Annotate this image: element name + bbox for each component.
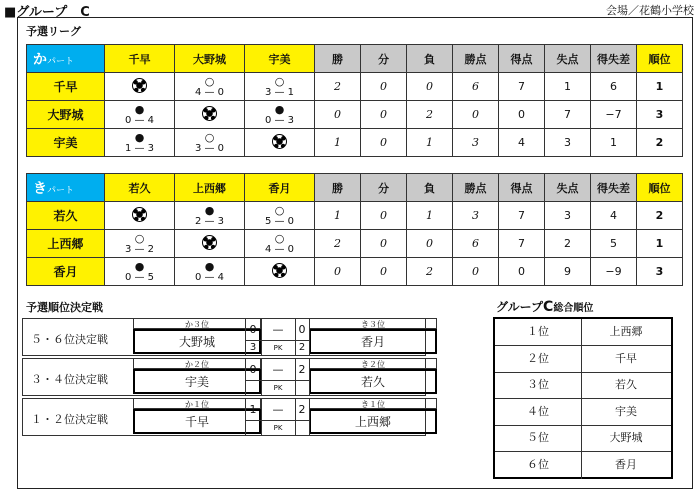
pk-label: PK bbox=[273, 344, 283, 352]
right-team-box bbox=[309, 398, 437, 436]
right-pk-score: 2 bbox=[298, 342, 306, 353]
divider bbox=[309, 319, 310, 355]
playoff-match bbox=[22, 358, 426, 396]
ranking-team: 若久 bbox=[615, 378, 637, 391]
soccer-ball-icon bbox=[105, 73, 175, 101]
left-pk-score: 3 bbox=[249, 342, 257, 353]
rank-value: 2 bbox=[637, 202, 683, 230]
stat-header: 得失差 bbox=[591, 174, 637, 202]
right-pk-score bbox=[295, 421, 309, 435]
soccer-ball-icon bbox=[105, 202, 175, 230]
right-seed-caption: き１位 bbox=[309, 398, 437, 409]
venue-label: 会場／花鶴小学校 bbox=[606, 4, 694, 17]
overall-ranking-table bbox=[493, 317, 673, 479]
right-team-box bbox=[309, 358, 437, 396]
playoff-match bbox=[22, 318, 426, 356]
win-mark-icon: ○ bbox=[274, 203, 285, 217]
match-result bbox=[105, 101, 175, 129]
team-row bbox=[27, 202, 683, 230]
stat-value: 0 bbox=[361, 202, 407, 230]
team-row bbox=[27, 129, 683, 157]
ranking-team: 宇美 bbox=[615, 404, 637, 418]
stat-value: 1 bbox=[315, 202, 361, 230]
left-pk-score bbox=[246, 421, 260, 435]
left-team-box bbox=[133, 358, 261, 396]
part-label: きパート bbox=[27, 174, 105, 202]
left-score: 0 bbox=[249, 323, 257, 336]
team-header: 香月 bbox=[245, 174, 315, 202]
score-dash: — bbox=[272, 323, 284, 336]
ranking-row bbox=[495, 399, 671, 426]
stat-value: 1 bbox=[591, 129, 637, 157]
stat-value: 3 bbox=[453, 202, 499, 230]
team-name: 若久 bbox=[27, 202, 105, 230]
match-result bbox=[245, 73, 315, 101]
ranking-position: ６位 bbox=[495, 452, 582, 479]
ranking-team: 千早 bbox=[615, 351, 637, 365]
stat-value: 0 bbox=[361, 73, 407, 101]
stat-value: 0 bbox=[315, 101, 361, 129]
stat-value: 3 bbox=[545, 129, 591, 157]
stat-value: 0 bbox=[499, 258, 545, 286]
stat-value: 0 bbox=[407, 73, 453, 101]
win-mark-icon: ○ bbox=[134, 231, 145, 245]
left-score: 1 bbox=[249, 403, 257, 416]
stat-header: 勝 bbox=[315, 45, 361, 73]
left-seed-caption: か１位 bbox=[133, 398, 261, 409]
stat-value: 1 bbox=[315, 129, 361, 157]
rank-value: 3 bbox=[637, 258, 683, 286]
stat-value: 0 bbox=[361, 230, 407, 258]
match-score: 0 — 3 bbox=[264, 114, 295, 126]
match-score: 1 — 3 bbox=[124, 142, 155, 154]
left-seed-caption: か３位 bbox=[133, 318, 261, 329]
league-table-1 bbox=[26, 173, 683, 286]
left-team-name: 千早 bbox=[133, 409, 261, 434]
stat-value: 0 bbox=[407, 230, 453, 258]
ranking-position: １位 bbox=[495, 319, 582, 345]
playoff-label: ３・４位決定戦 bbox=[31, 373, 108, 386]
match-result bbox=[175, 258, 245, 286]
right-team-box bbox=[309, 318, 437, 356]
team-header: 宇美 bbox=[245, 45, 315, 73]
ranking-row bbox=[495, 319, 671, 346]
right-team-name: 香月 bbox=[309, 329, 437, 354]
stat-value: 0 bbox=[499, 101, 545, 129]
stat-value: 0 bbox=[453, 101, 499, 129]
loss-mark-icon: ● bbox=[134, 259, 145, 273]
right-score: 2 bbox=[298, 363, 306, 376]
stat-header: 順位 bbox=[637, 174, 683, 202]
soccer-ball-icon bbox=[245, 129, 315, 157]
ranking-position: ４位 bbox=[495, 399, 582, 425]
win-mark-icon: ○ bbox=[274, 74, 285, 88]
right-team-name: 上西郷 bbox=[309, 409, 437, 434]
score-dash: — bbox=[272, 363, 284, 376]
ranking-title: グループC総合順位 bbox=[496, 299, 594, 315]
team-name: 宇美 bbox=[27, 129, 105, 157]
team-name: 千早 bbox=[27, 73, 105, 101]
stat-header: 失点 bbox=[545, 45, 591, 73]
stat-value: 2 bbox=[315, 73, 361, 101]
ranking-position: ５位 bbox=[495, 425, 582, 451]
left-score: 0 bbox=[249, 363, 257, 376]
stat-header: 得点 bbox=[499, 174, 545, 202]
stat-value: 0 bbox=[361, 258, 407, 286]
ranking-position: ３位 bbox=[495, 372, 582, 398]
stat-value: 6 bbox=[591, 73, 637, 101]
stat-value: 5 bbox=[591, 230, 637, 258]
stat-value: 1 bbox=[545, 73, 591, 101]
ranking-team: 上西郷 bbox=[609, 325, 643, 338]
playoff-title: 予選順位決定戦 bbox=[26, 301, 103, 314]
loss-mark-icon: ● bbox=[134, 102, 145, 116]
match-score: 4 — 0 bbox=[264, 243, 295, 255]
playoff-label: ５・６位決定戦 bbox=[31, 333, 108, 346]
stat-header: 順位 bbox=[637, 45, 683, 73]
match-result bbox=[175, 129, 245, 157]
ranking-row bbox=[495, 452, 671, 479]
right-team-name: 若久 bbox=[309, 369, 437, 394]
match-score: 2 — 3 bbox=[194, 215, 225, 227]
stat-value: 7 bbox=[545, 101, 591, 129]
stat-value: 7 bbox=[499, 230, 545, 258]
match-result bbox=[245, 202, 315, 230]
stat-value: 0 bbox=[315, 258, 361, 286]
win-mark-icon: ○ bbox=[204, 130, 215, 144]
stat-value: 3 bbox=[545, 202, 591, 230]
team-name: 大野城 bbox=[27, 101, 105, 129]
right-pk-score bbox=[295, 381, 309, 395]
stat-value: 6 bbox=[453, 73, 499, 101]
stat-header: 負 bbox=[407, 174, 453, 202]
stat-header: 負 bbox=[407, 45, 453, 73]
league-table-0 bbox=[26, 44, 683, 157]
ranking-row bbox=[495, 372, 671, 399]
team-header: 大野城 bbox=[175, 45, 245, 73]
win-mark-icon: ○ bbox=[204, 74, 215, 88]
soccer-ball-icon bbox=[175, 230, 245, 258]
team-row bbox=[27, 73, 683, 101]
loss-mark-icon: ● bbox=[204, 259, 215, 273]
match-result bbox=[245, 230, 315, 258]
right-seed-caption: き３位 bbox=[309, 318, 437, 329]
group-title: ■グループ C bbox=[4, 5, 90, 20]
loss-mark-icon: ● bbox=[204, 203, 215, 217]
match-score: 3 — 1 bbox=[264, 86, 295, 98]
stat-value: 7 bbox=[499, 73, 545, 101]
loss-mark-icon: ● bbox=[274, 102, 285, 116]
stat-value: 9 bbox=[545, 258, 591, 286]
win-mark-icon: ○ bbox=[274, 231, 285, 245]
ranking-row bbox=[495, 425, 671, 452]
stat-header: 勝点 bbox=[453, 174, 499, 202]
right-seed-caption: き２位 bbox=[309, 358, 437, 369]
stat-value: 4 bbox=[591, 202, 637, 230]
team-row bbox=[27, 258, 683, 286]
match-score: 0 — 4 bbox=[194, 271, 225, 283]
stat-value: 6 bbox=[453, 230, 499, 258]
stat-value: 2 bbox=[407, 258, 453, 286]
stat-value: 0 bbox=[361, 129, 407, 157]
match-score: 3 — 2 bbox=[124, 243, 155, 255]
stat-value: 2 bbox=[315, 230, 361, 258]
stat-value: 2 bbox=[545, 230, 591, 258]
stat-value: 2 bbox=[407, 101, 453, 129]
left-team-box bbox=[133, 318, 261, 356]
ranking-team: 香月 bbox=[615, 457, 637, 471]
match-result bbox=[175, 73, 245, 101]
ranking-position: ２位 bbox=[495, 346, 582, 372]
soccer-ball-icon bbox=[245, 258, 315, 286]
stat-header: 失点 bbox=[545, 174, 591, 202]
match-result bbox=[175, 202, 245, 230]
left-seed-caption: か２位 bbox=[133, 358, 261, 369]
stat-header: 勝点 bbox=[453, 45, 499, 73]
match-result bbox=[105, 129, 175, 157]
pk-label: PK bbox=[273, 384, 283, 392]
match-result bbox=[105, 258, 175, 286]
rank-value: 1 bbox=[637, 230, 683, 258]
match-result bbox=[245, 101, 315, 129]
stat-value: 7 bbox=[499, 202, 545, 230]
stat-header: 分 bbox=[361, 174, 407, 202]
stat-header: 得失差 bbox=[591, 45, 637, 73]
match-result bbox=[105, 230, 175, 258]
league-title: 予選リーグ bbox=[26, 25, 81, 38]
stat-value: 1 bbox=[407, 202, 453, 230]
divider bbox=[309, 399, 310, 435]
team-header: 千早 bbox=[105, 45, 175, 73]
left-team-name: 大野城 bbox=[133, 329, 261, 354]
score-dash: — bbox=[272, 403, 284, 416]
team-name: 上西郷 bbox=[27, 230, 105, 258]
stat-value: −7 bbox=[591, 101, 637, 129]
playoff-match bbox=[22, 398, 426, 436]
team-row bbox=[27, 230, 683, 258]
rank-value: 2 bbox=[637, 129, 683, 157]
left-team-box bbox=[133, 398, 261, 436]
match-score: 3 — 0 bbox=[194, 142, 225, 154]
ranking-team: 大野城 bbox=[609, 431, 643, 444]
match-score: 5 — 0 bbox=[264, 215, 295, 227]
left-team-name: 宇美 bbox=[133, 369, 261, 394]
left-pk-score bbox=[246, 381, 260, 395]
stat-value: 0 bbox=[453, 258, 499, 286]
team-header: 若久 bbox=[105, 174, 175, 202]
ranking-row bbox=[495, 346, 671, 373]
stat-value: 4 bbox=[499, 129, 545, 157]
stat-value: −9 bbox=[591, 258, 637, 286]
stat-header: 分 bbox=[361, 45, 407, 73]
team-row bbox=[27, 101, 683, 129]
stat-header: 勝 bbox=[315, 174, 361, 202]
team-name: 香月 bbox=[27, 258, 105, 286]
stat-value: 3 bbox=[453, 129, 499, 157]
loss-mark-icon: ● bbox=[134, 130, 145, 144]
stat-value: 0 bbox=[361, 101, 407, 129]
soccer-ball-icon bbox=[175, 101, 245, 129]
rank-value: 3 bbox=[637, 101, 683, 129]
match-score: 0 — 4 bbox=[124, 114, 155, 126]
playoff-label: １・２位決定戦 bbox=[31, 413, 108, 426]
right-score: 0 bbox=[298, 323, 306, 336]
pk-label: PK bbox=[273, 424, 283, 432]
part-label: かパート bbox=[27, 45, 105, 73]
team-header: 上西郷 bbox=[175, 174, 245, 202]
stat-value: 1 bbox=[407, 129, 453, 157]
match-score: 4 — 0 bbox=[194, 86, 225, 98]
rank-value: 1 bbox=[637, 73, 683, 101]
right-score: 2 bbox=[298, 403, 306, 416]
match-score: 0 — 5 bbox=[124, 271, 155, 283]
divider bbox=[309, 359, 310, 395]
stat-header: 得点 bbox=[499, 45, 545, 73]
